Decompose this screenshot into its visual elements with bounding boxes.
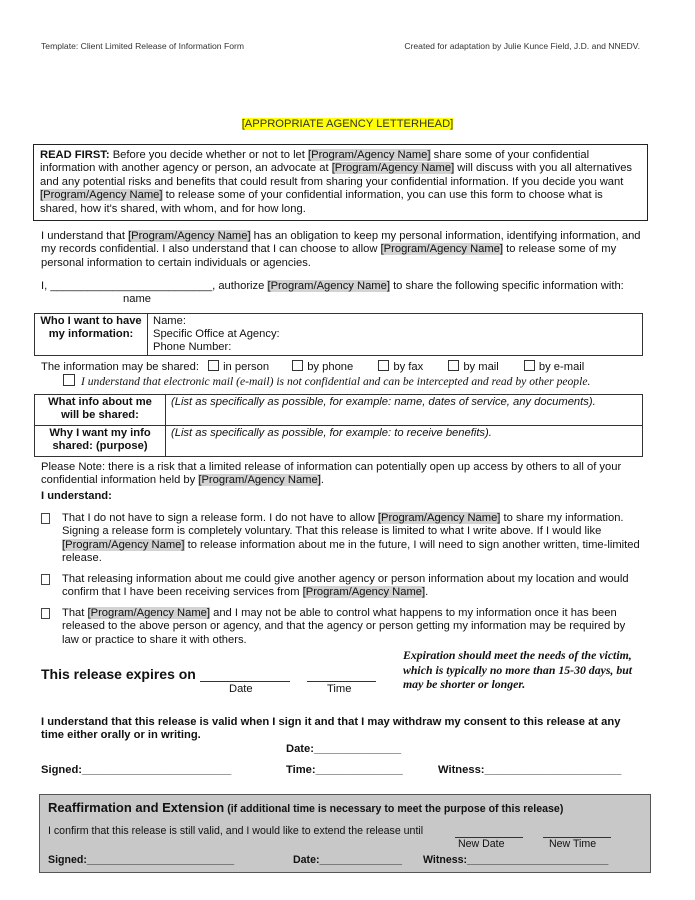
- agency-placeholder: [Program/Agency Name]: [40, 189, 163, 202]
- understand-item-3: [41, 607, 641, 647]
- purpose-field[interactable]: (List as specifically as possible, for example: to receive benefits).: [166, 426, 643, 457]
- reaffirm-witness-field[interactable]: Witness:________________________: [423, 854, 609, 866]
- new-date-caption: New Date: [458, 838, 505, 850]
- read-first-label: READ FIRST:: [40, 149, 110, 161]
- email-ack-checkbox[interactable]: [63, 374, 75, 386]
- name-caption: name: [123, 293, 151, 305]
- reaffirm-date-field[interactable]: Date:______________: [293, 854, 402, 866]
- option-label: by e-mail: [538, 361, 585, 373]
- item-checkbox[interactable]: [41, 574, 50, 585]
- page-header: [41, 41, 640, 51]
- expiry-date-caption: Date: [229, 683, 253, 695]
- read-first-box: [33, 144, 648, 221]
- reaffirmation-title: Reaffirmation and Extension: [48, 800, 225, 815]
- new-time-field[interactable]: [543, 826, 611, 838]
- recipient-fields[interactable]: [148, 314, 643, 356]
- agency-placeholder: [Program/Agency Name]: [198, 474, 321, 487]
- item-text: That releasing information about me could give another agency or person information about my location and would confirm that I have been receiving services from: [62, 573, 629, 599]
- item-text: and I may not be able to control what happens to my information once it has been released to the above person or agency, and that the agency or person getting my information may be required by law or practice to share it with others.: [62, 607, 626, 646]
- expires-label: This release expires on: [41, 666, 196, 682]
- header-left: Template: Client Limited Release of Information Form: [41, 41, 244, 51]
- recipient-office-field[interactable]: Specific Office at Agency:: [153, 328, 280, 340]
- reaffirm-signed-field[interactable]: Signed:_________________________: [48, 854, 235, 866]
- info-shared-label: What info about me will be shared:: [35, 395, 166, 426]
- share-methods-row: [41, 360, 661, 373]
- paragraph-text: to release some of my personal information to certain individuals or agencies.: [41, 243, 617, 269]
- read-first-text: to release some of your confidential information, you can use this form to choose what is shared, how it's shared, with whom, and for how long.: [40, 189, 603, 215]
- authorize-line: [41, 280, 641, 293]
- note-text: Please Note: there is a risk that a limited release of information can potentially open up access by others to all of your confidential information held by: [41, 461, 622, 487]
- info-table: [34, 394, 643, 457]
- new-time-caption: New Time: [549, 838, 597, 850]
- share-methods-label: The information may be shared:: [41, 361, 199, 373]
- item-text: to share my information. Signing a release form is completely voluntary. That this release is limited to what I write above. If I would like: [62, 512, 624, 538]
- agency-placeholder: [Program/Agency Name]: [62, 538, 185, 551]
- header-right: Created for adaptation by Julie Kunce Field, J.D. and NNEDV.: [404, 41, 640, 51]
- expiration-guidance: Expiration should meet the needs of the victim, which is typically no more than 15-30 days, but may be shorter or longer.: [403, 648, 633, 691]
- agency-placeholder: [Program/Agency Name]: [128, 230, 251, 242]
- option-label: by fax: [393, 361, 424, 373]
- letterhead: [0, 118, 695, 130]
- please-note: [41, 461, 641, 488]
- understand-item-2: [41, 573, 641, 600]
- checkbox[interactable]: [378, 360, 389, 371]
- expiry-date-field[interactable]: [200, 666, 290, 682]
- item-checkbox[interactable]: [41, 608, 50, 619]
- reaffirmation-confirm: I confirm that this release is still valid, and I would like to extend the release until: [48, 825, 424, 837]
- read-first-text: share some of your confidential information with another agency or person, an advocate at: [40, 149, 590, 175]
- agency-placeholder: [Program/Agency Name]: [380, 243, 504, 256]
- email-ack-row[interactable]: [63, 374, 663, 388]
- agency-placeholder: [Program/Agency Name]: [377, 512, 501, 524]
- purpose-label: Why I want my info shared: (purpose): [35, 426, 166, 457]
- reaffirmation-box: [39, 794, 651, 873]
- checkbox[interactable]: [292, 360, 303, 371]
- read-first-text: will discuss with you all alternatives and any potential risks and benefits that could result from sharing your confidential information. If you decide you want: [40, 162, 633, 188]
- signed-field[interactable]: Signed:________________________: [41, 764, 232, 776]
- authorize-mid: , authorize: [212, 280, 268, 292]
- info-shared-field[interactable]: (List as specifically as possible, for example: name, dates of service, any documents).: [166, 395, 643, 426]
- reaffirmation-subtitle: (if additional time is necessary to meet the purpose of this release): [224, 803, 564, 815]
- paragraph-text: has an obligation to keep my personal information, identifying information, and my records confidential. I also understand that I can choose to allow: [41, 230, 641, 256]
- recipient-name-field[interactable]: Name:: [153, 315, 186, 327]
- recipient-table: [34, 313, 643, 356]
- understand-paragraph: [41, 230, 641, 270]
- authorize-prefix: I,: [41, 280, 51, 292]
- paragraph-text: I understand that: [41, 230, 129, 242]
- checkbox[interactable]: [448, 360, 459, 371]
- option-by-fax[interactable]: [378, 361, 423, 373]
- reaffirmation-heading: [48, 800, 563, 815]
- item-text: That I do not have to sign a release form. I do not have to allow: [62, 512, 378, 524]
- sign-time-field[interactable]: Time:______________: [286, 764, 403, 776]
- validity-statement: I understand that this release is valid when I sign it and that I may withdraw my consent to this release at any time either orally or in writing.: [41, 716, 621, 742]
- item-text: That: [62, 607, 88, 619]
- option-by-phone[interactable]: [292, 361, 353, 373]
- authorize-suffix: to share the following specific information with:: [389, 280, 624, 292]
- new-date-field[interactable]: [455, 826, 523, 838]
- read-first-text: Before you decide whether or not to let: [109, 149, 308, 161]
- recipient-phone-field[interactable]: Phone Number:: [153, 341, 232, 353]
- option-by-mail[interactable]: [448, 361, 498, 373]
- option-label: in person: [223, 361, 270, 373]
- witness-field[interactable]: Witness:______________________: [438, 764, 622, 776]
- agency-placeholder: [Program/Agency Name]: [308, 149, 431, 161]
- item-text: .: [425, 586, 429, 599]
- option-by-email[interactable]: [524, 361, 584, 373]
- agency-placeholder: [Program/Agency Name]: [267, 280, 390, 292]
- sign-date-field[interactable]: Date:______________: [286, 743, 402, 755]
- checkbox[interactable]: [524, 360, 535, 371]
- note-text: .: [320, 474, 324, 487]
- agency-placeholder: [Program/Agency Name]: [331, 162, 455, 175]
- option-label: by phone: [307, 361, 354, 373]
- option-label: by mail: [463, 361, 499, 373]
- item-checkbox[interactable]: [41, 513, 50, 524]
- client-name-field[interactable]: __________________________: [50, 280, 213, 292]
- item-text: to release information about me in the future, I will need to sign another written, time-limited release.: [62, 538, 640, 565]
- agency-placeholder: [Program/Agency Name]: [87, 607, 210, 619]
- recipient-label: Who I want to have my information:: [35, 314, 148, 356]
- expiry-time-caption: Time: [327, 683, 352, 695]
- expiry-time-field[interactable]: [307, 666, 376, 682]
- agency-placeholder: [Program/Agency Name]: [302, 586, 426, 599]
- understand-item-1: [41, 512, 641, 566]
- option-in-person[interactable]: [208, 361, 269, 373]
- i-understand-heading: I understand:: [41, 490, 112, 502]
- email-ack-text: I understand that electronic mail (e-mail) is not confidential and can be intercepted and read by other people.: [81, 375, 591, 388]
- checkbox[interactable]: [208, 360, 219, 371]
- letterhead-placeholder: [APPROPRIATE AGENCY LETTERHEAD]: [241, 118, 454, 130]
